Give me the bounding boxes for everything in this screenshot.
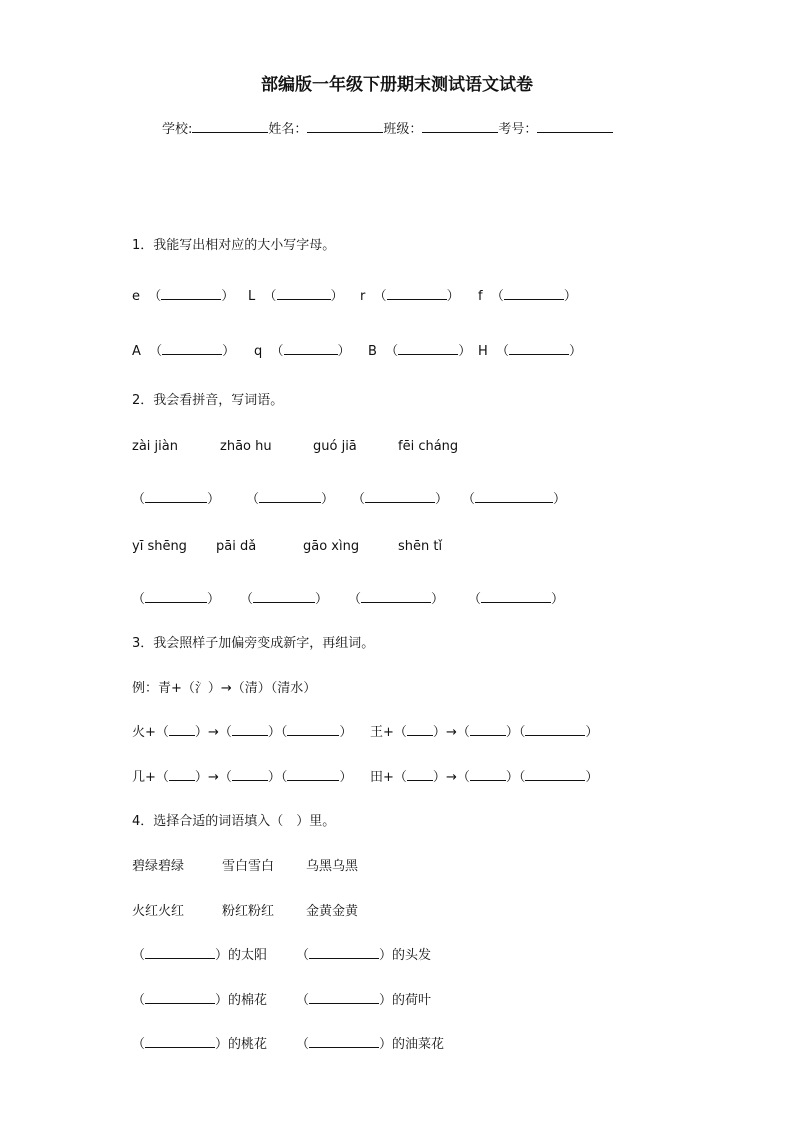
answer-blank[interactable] xyxy=(169,768,195,781)
class-label: 班级： xyxy=(383,122,423,137)
fill-item: （ ）的油菜花 xyxy=(296,1037,445,1052)
number-field[interactable] xyxy=(537,120,613,133)
arrow-icon: → xyxy=(445,770,457,785)
letter: e xyxy=(132,289,140,304)
answer-blank[interactable] xyxy=(277,287,331,300)
radical-base: 田+ xyxy=(370,770,394,785)
answer-blank[interactable] xyxy=(259,490,321,503)
example-line: 例：青+（氵）→（清）（清水） xyxy=(132,681,317,696)
letter-item: H （ ） xyxy=(478,344,583,359)
letter: H xyxy=(478,344,488,359)
word-option: 雪白雪白 xyxy=(222,859,275,874)
radical-item: 火+（ ）→（ ）（ ） xyxy=(132,725,353,740)
fill-item: （ ）的荷叶 xyxy=(296,993,432,1008)
fill-noun: 的棉花 xyxy=(228,993,268,1008)
arrow-icon: → xyxy=(207,725,219,740)
class-field[interactable] xyxy=(422,120,498,133)
word-option: 金黄金黄 xyxy=(306,904,359,919)
school-label: 学校: xyxy=(162,122,193,137)
answer-blank[interactable] xyxy=(232,768,268,781)
pinyin: gāo xìng xyxy=(303,539,360,554)
radical-base: 几+ xyxy=(132,770,156,785)
letter: L xyxy=(248,289,256,304)
letter: B xyxy=(368,344,377,359)
fill-noun: 的油菜花 xyxy=(392,1037,445,1052)
word-blank[interactable]: （ ） xyxy=(462,492,567,507)
answer-blank[interactable] xyxy=(253,590,315,603)
word-blank[interactable]: （ ） xyxy=(240,592,329,607)
answer-blank[interactable] xyxy=(287,723,339,736)
pinyin: shēn tǐ xyxy=(398,539,443,554)
answer-blank[interactable] xyxy=(470,768,506,781)
answer-blank[interactable] xyxy=(407,768,433,781)
letter: f xyxy=(478,289,483,304)
fill-noun: 的荷叶 xyxy=(392,993,432,1008)
word-blank[interactable]: （ ） xyxy=(352,492,449,507)
letter: A xyxy=(132,344,141,359)
radical-item: 王+（ ）→（ ）（ ） xyxy=(370,725,599,740)
fill-noun: 的太阳 xyxy=(228,948,268,963)
pinyin: pāi dǎ xyxy=(216,539,257,554)
letter-item: A （ ） xyxy=(132,344,236,359)
answer-blank[interactable] xyxy=(309,1035,379,1048)
pinyin: zhāo hu xyxy=(220,439,272,454)
letter: q xyxy=(254,344,263,359)
pinyin: guó jiā xyxy=(313,439,357,454)
letter-item: L （ ） xyxy=(248,289,344,304)
answer-blank[interactable] xyxy=(162,342,222,355)
fill-noun: 的头发 xyxy=(392,948,432,963)
letter-item: f （ ） xyxy=(478,289,577,304)
answer-blank[interactable] xyxy=(232,723,268,736)
answer-blank[interactable] xyxy=(145,590,207,603)
question-1-prompt: 1．我能写出相对应的大小写字母。 xyxy=(132,238,336,253)
word-blank[interactable]: （ ） xyxy=(132,592,221,607)
answer-blank[interactable] xyxy=(398,342,458,355)
letter-item: r （ ） xyxy=(360,289,460,304)
pinyin: yī shēng xyxy=(132,539,187,554)
word-blank[interactable]: （ ） xyxy=(348,592,445,607)
arrow-icon: → xyxy=(445,725,457,740)
arrow-icon: → xyxy=(207,770,219,785)
fill-item: （ ）的桃花 xyxy=(132,1037,268,1052)
answer-blank[interactable] xyxy=(525,768,585,781)
name-label: 姓名： xyxy=(268,122,308,137)
answer-blank[interactable] xyxy=(525,723,585,736)
word-blank[interactable]: （ ） xyxy=(132,492,221,507)
answer-blank[interactable] xyxy=(169,723,195,736)
question-4-prompt: 4．选择合适的词语填入（ ）里。 xyxy=(132,814,336,829)
letter-item: e （ ） xyxy=(132,289,235,304)
letter: r xyxy=(360,289,366,304)
answer-blank[interactable] xyxy=(309,991,379,1004)
answer-blank[interactable] xyxy=(365,490,435,503)
fill-noun: 的桃花 xyxy=(228,1037,268,1052)
word-option: 乌黑乌黑 xyxy=(306,859,359,874)
word-option: 粉红粉红 xyxy=(222,904,275,919)
letter-item: B （ ） xyxy=(368,344,472,359)
answer-blank[interactable] xyxy=(504,287,564,300)
answer-blank[interactable] xyxy=(407,723,433,736)
answer-blank[interactable] xyxy=(145,490,207,503)
answer-blank[interactable] xyxy=(470,723,506,736)
pinyin: fēi cháng xyxy=(398,439,459,454)
radical-base: 王+ xyxy=(370,725,394,740)
number-label: 考号： xyxy=(498,122,538,137)
answer-blank[interactable] xyxy=(387,287,447,300)
answer-blank[interactable] xyxy=(284,342,338,355)
radical-base: 火+ xyxy=(132,725,156,740)
answer-blank[interactable] xyxy=(309,946,379,959)
page-title: 部编版一年级下册期末测试语文试卷 xyxy=(261,75,533,95)
answer-blank[interactable] xyxy=(145,946,215,959)
answer-blank[interactable] xyxy=(509,342,569,355)
radical-item: 田+（ ）→（ ）（ ） xyxy=(370,770,599,785)
fill-item: （ ）的头发 xyxy=(296,948,432,963)
answer-blank[interactable] xyxy=(287,768,339,781)
answer-blank[interactable] xyxy=(145,991,215,1004)
question-2-prompt: 2．我会看拼音，写词语。 xyxy=(132,393,284,408)
question-3-prompt: 3．我会照样子加偏旁变成新字，再组词。 xyxy=(132,636,375,651)
answer-blank[interactable] xyxy=(481,590,551,603)
student-info-line xyxy=(162,118,613,137)
answer-blank[interactable] xyxy=(475,490,553,503)
answer-blank[interactable] xyxy=(145,1035,215,1048)
word-blank[interactable]: （ ） xyxy=(246,492,335,507)
letter-item: q （ ） xyxy=(254,344,351,359)
word-option: 火红火红 xyxy=(132,904,185,919)
radical-item: 几+（ ）→（ ）（ ） xyxy=(132,770,353,785)
answer-blank[interactable] xyxy=(161,287,221,300)
fill-item: （ ）的太阳 xyxy=(132,948,268,963)
word-blank[interactable]: （ ） xyxy=(468,592,565,607)
fill-item: （ ）的棉花 xyxy=(132,993,268,1008)
name-field[interactable] xyxy=(307,120,383,133)
answer-blank[interactable] xyxy=(361,590,431,603)
school-field[interactable] xyxy=(192,120,268,133)
word-option: 碧绿碧绿 xyxy=(132,859,185,874)
pinyin: zài jiàn xyxy=(132,439,178,454)
